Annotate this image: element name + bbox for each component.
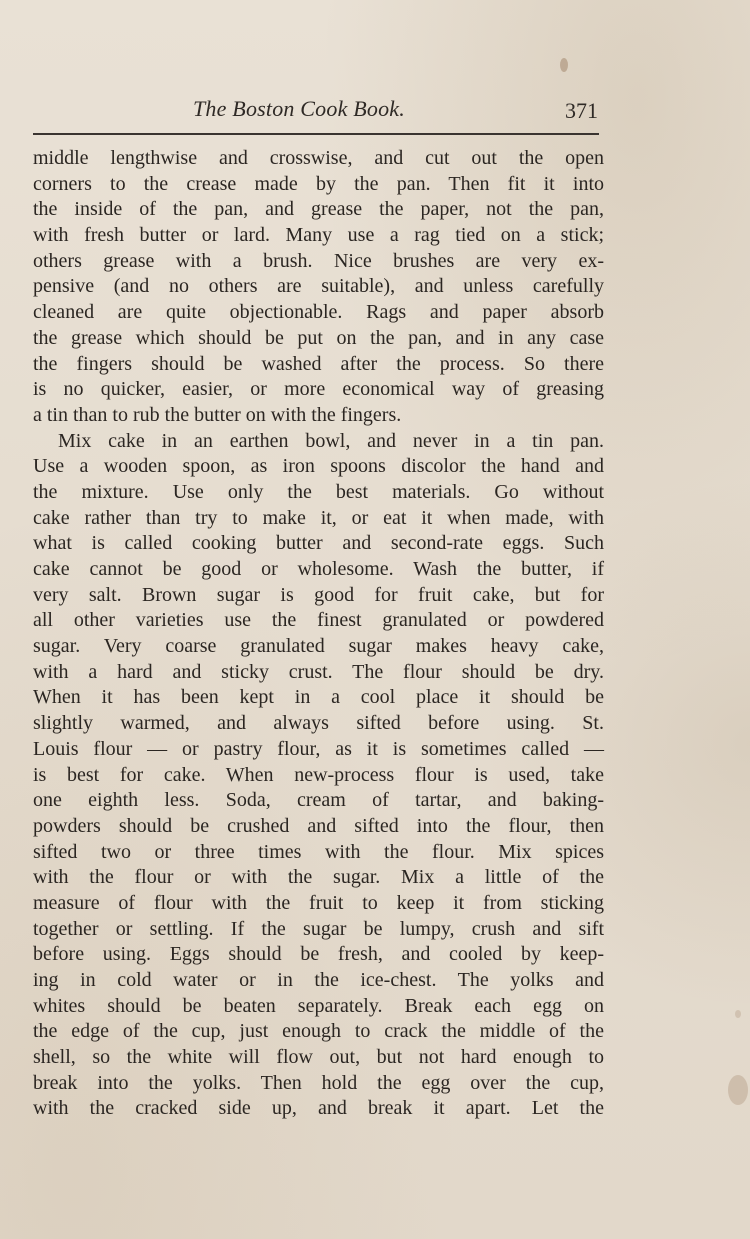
text-line: the mixture. Use only the best materials. Go without	[33, 480, 604, 503]
text-line: Use a wooden spoon, as iron spoons discolor the hand and	[33, 455, 604, 478]
text-line: measure of flour with the fruit to keep it from sticking	[33, 891, 604, 914]
text-line: one eighth less. Soda, cream of tartar, and baking-	[33, 789, 604, 812]
text-line: pensive (and no others are suitable), and unless carefully	[33, 275, 604, 298]
text-line: all other varieties use the finest granulated or powdered	[33, 609, 604, 632]
text-line: the inside of the pan, and grease the paper, not the pan,	[33, 198, 604, 221]
text-line: sugar. Very coarse granulated sugar makes heavy cake,	[33, 635, 604, 658]
text-line: ing in cold water or in the ice-chest. The yolks and	[33, 969, 604, 991]
running-title: The Boston Cook Book.	[193, 96, 405, 121]
page-number: 371	[565, 98, 598, 123]
text-line: before using. Eggs should be fresh, and cooled by keep-	[33, 943, 604, 966]
text-line: cleaned are quite objectionable. Rags and paper absorb	[33, 301, 604, 324]
text-line: shell, so the white will flow out, but not hard enough to	[33, 1046, 604, 1069]
text-line: with a hard and sticky crust. The flour should be dry.	[33, 660, 604, 683]
text-line: whites should be beaten separately. Break each egg on	[33, 994, 604, 1017]
running-header	[33, 96, 598, 130]
text-line: When it has been kept in a cool place it should be	[33, 686, 604, 709]
body-text	[33, 146, 604, 1122]
text-line: cake rather than try to make it, or eat it when made, with	[33, 506, 604, 529]
paragraph-first-line: Mix cake in an earthen bowl, and never in a tin pan.	[58, 429, 604, 452]
paper-stain	[560, 58, 568, 72]
text-line: with the cracked side up, and break it apart. Let the	[33, 1097, 604, 1120]
header-rule	[33, 133, 599, 135]
text-line: what is called cooking butter and second-rate eggs. Such	[33, 532, 604, 555]
text-line: the fingers should be washed after the process. So there	[33, 352, 604, 375]
paper-stain	[728, 1075, 748, 1105]
text-line: is best for cake. When new-process flour is used, take	[33, 763, 604, 786]
text-line: together or settling. If the sugar be lumpy, crush and sift	[33, 917, 604, 940]
text-line: break into the yolks. Then hold the egg over the cup,	[33, 1071, 604, 1094]
text-line: middle lengthwise and crosswise, and cut out the open	[33, 147, 604, 169]
text-line: a tin than to rub the butter on with the fingers.	[33, 403, 402, 426]
text-line: the edge of the cup, just enough to crack the middle of the	[33, 1020, 604, 1043]
text-line: cake cannot be good or wholesome. Wash the butter, if	[33, 558, 604, 580]
text-line: very salt. Brown sugar is good for fruit cake, but for	[33, 583, 604, 606]
text-line: slightly warmed, and always sifted before using. St.	[33, 712, 604, 735]
paper-stain	[735, 1010, 741, 1018]
text-line: others grease with a brush. Nice brushes are very ex-	[33, 249, 604, 272]
text-line: the grease which should be put on the pan, and in any case	[33, 326, 604, 349]
text-line: corners to the crease made by the pan. Then fit it into	[33, 172, 604, 195]
text-line: with fresh butter or lard. Many use a rag tied on a stick;	[33, 224, 604, 247]
text-line: Louis flour — or pastry flour, as it is sometimes called —	[33, 737, 604, 760]
text-line: sifted two or three times with the flour. Mix spices	[33, 840, 604, 863]
text-line: is no quicker, easier, or more economical way of greasing	[33, 378, 604, 401]
text-line: with the flour or with the sugar. Mix a little of the	[33, 866, 604, 889]
text-line: powders should be crushed and sifted into the flour, then	[33, 814, 604, 837]
